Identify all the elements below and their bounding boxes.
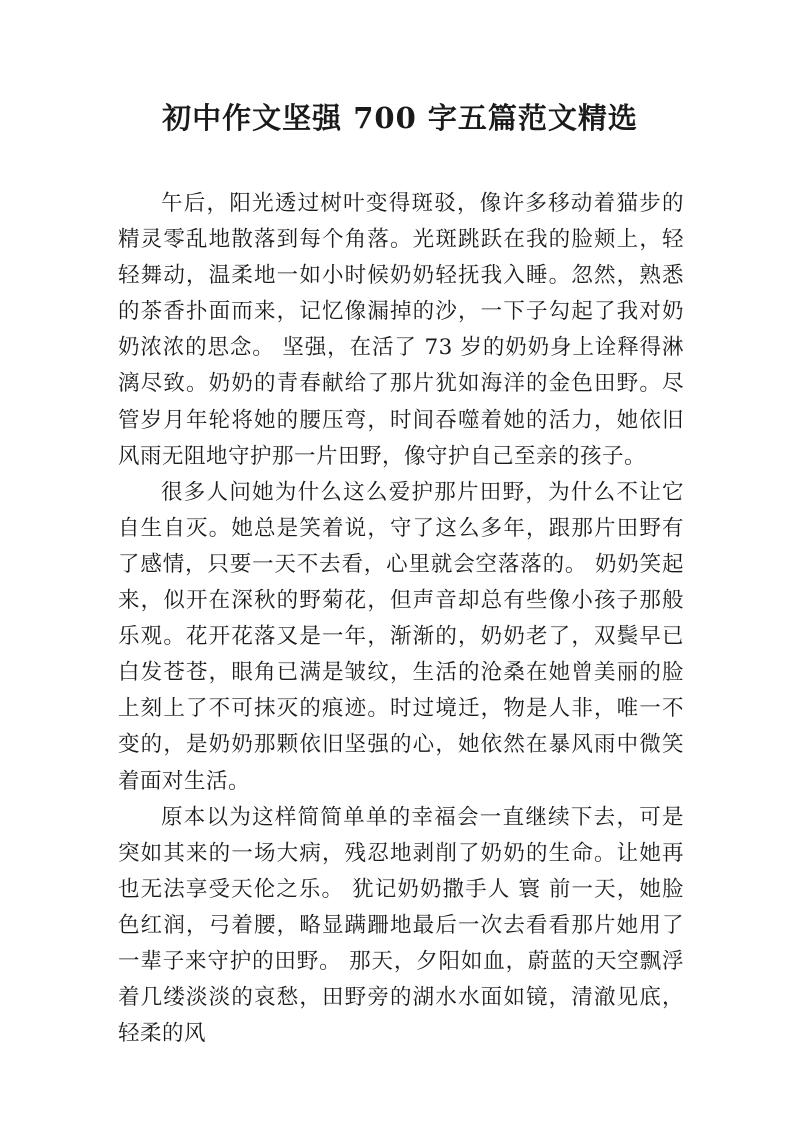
- paragraph-2: 很多人问她为什么这么爱护那片田野，为什么不让它自生自灭。她总是笑着说，守了这么多年，跟那片田野有了感情，只要一天不去看，心里就会空落落的。 奶奶笑起来，似开在深秋的野菊花，但声音却总有些像小孩子那般乐观。花开花落又是一年，渐渐的，奶奶老了，双鬓早已白发苍苍，眼角已满是皱纹，生活的沧桑在她曾美丽的脸上刻上了不可抹灭的痕迹。时过境迁，物是人非，唯一不变的，是奶奶那颗依旧坚强的心，她依然在暴风雨中微笑着面对生活。: [118, 479, 684, 794]
- paragraph-1: 午后，阳光透过树叶变得斑驳，像许多移动着猫步的精灵零乱地散落到每个角落。光斑跳跃在我的脸颊上，轻轻舞动，温柔地一如小时候奶奶轻抚我入睡。忽然，熟悉的茶香扑面而来，记忆像漏掉的沙，一下子勾起了我对奶奶浓浓的思念。 坚强，在活了 73 岁的奶奶身上诠释得淋漓尽致。奶奶的青春献给了那片犹如海洋的金色田野。尽管岁月年轮将她的腰压弯，时间吞噬着她的活力，她依旧风雨无阻地守护那一片田野，像守护自己至亲的孩子。: [118, 191, 684, 469]
- paragraph-3: 原本以为这样简简单单的幸福会一直继续下去，可是突如其来的一场大病，残忍地剥削了奶奶的生命。让她再也无法享受天伦之乐。 犹记奶奶撒手人 寰 前一天，她脸色红润，弓着腰，略显蹒跚地最后一次去看看那片她用了一辈子来守护的田野。 那天，夕阳如血，蔚蓝的天空飘浮着几缕淡淡的哀愁，田野旁的湖水水面如镜，清澈见底，轻柔的风: [118, 804, 684, 1047]
- document-title: 初中作文坚强 700 字五篇范文精选: [162, 101, 638, 135]
- document-body: [118, 186, 684, 1052]
